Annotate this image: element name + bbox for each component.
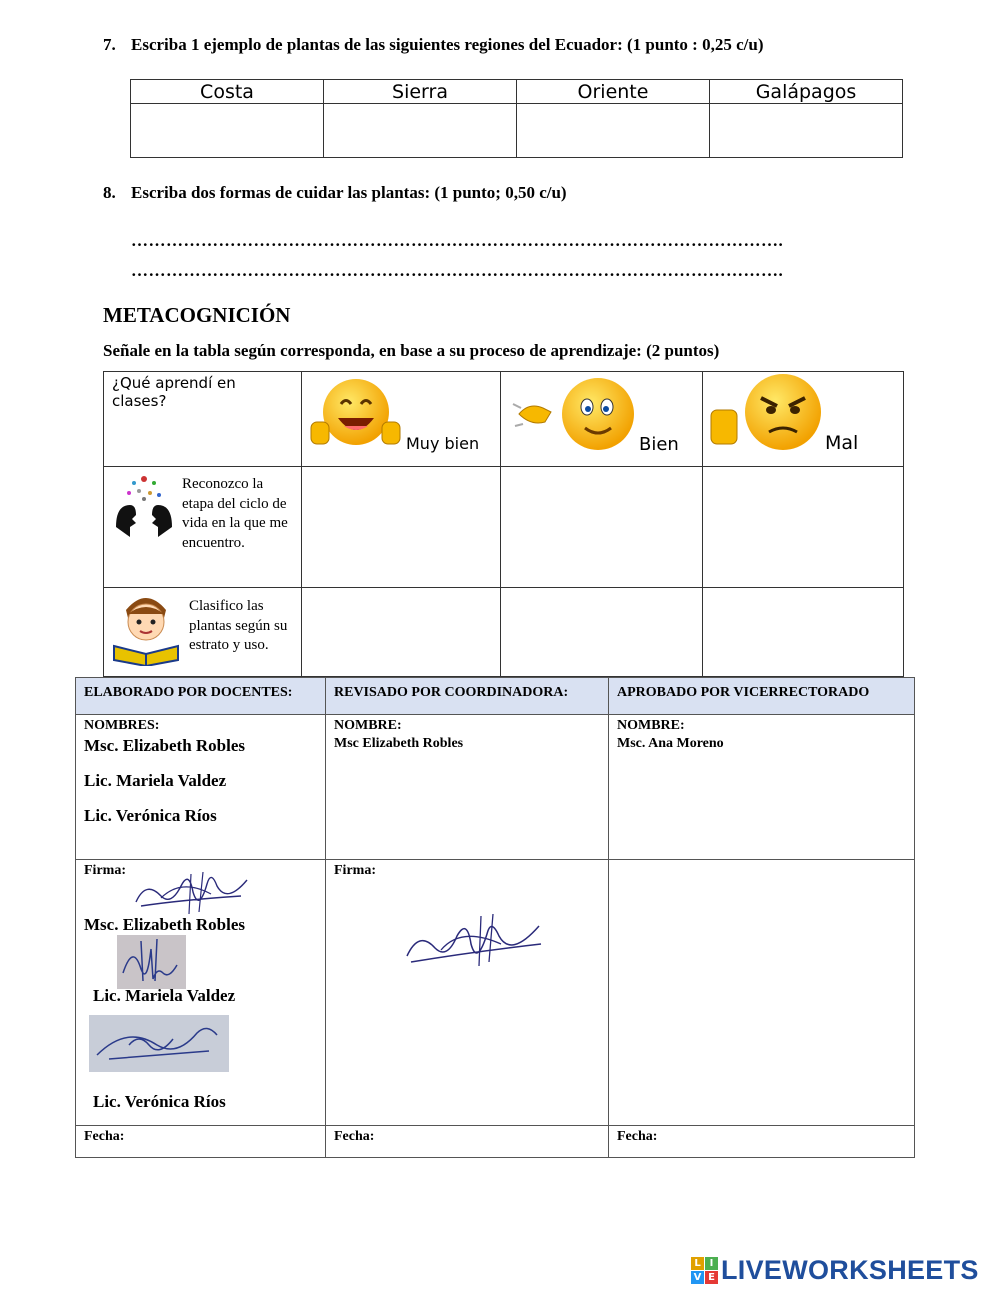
date-label: Fecha: [617,1129,658,1144]
question-7 [103,35,903,57]
check-cell-bien[interactable] [501,588,703,677]
header-elaborado: ELABORADO POR DOCENTES: [76,678,326,715]
check-cell-bien[interactable] [501,467,703,588]
region-header: Costa [131,80,324,104]
teacher-name: Msc. Elizabeth Robles [84,736,246,755]
instruction-text: Señale en la tabla según corresponda, en base a su proceso de aprendizaje: (2 puntos) [103,341,720,360]
teacher-name: Lic. Mariela Valdez [84,771,227,790]
question-text: Escriba 1 ejemplo de plantas de las siguientes regiones del Ecuador: (1 punto : 0,25 c/u) [131,35,764,54]
thinking-heads-icon [114,469,174,539]
check-cell-mal[interactable] [703,467,904,588]
liveworksheets-logo [691,1255,991,1285]
vicerrector-name: Msc. Ana Moreno [617,736,724,751]
rating-label: Bien [639,434,679,455]
signature-label: Firma: [84,863,126,878]
region-header: Galápagos [710,80,903,104]
laughing-thumbs-up-icon [308,374,403,454]
header-revisado: REVISADO POR COORDINADORA: [326,678,609,715]
name-label: NOMBRE: [617,718,685,733]
names-label: NOMBRES: [84,718,160,733]
signature-image [89,1015,229,1072]
signer-name: Msc. Elizabeth Robles [84,915,246,934]
question-number: 7. [103,35,116,54]
answer-cell-costa[interactable] [131,104,324,158]
learning-statement: Reconozco la etapa del ciclo de vida en la que me encuentro. [182,476,288,551]
answer-cell-oriente[interactable] [517,104,710,158]
metacognition-table [103,371,904,677]
teacher-name: Lic. Verónica Ríos [84,806,217,825]
header-aprobado: APROBADO POR VICERRECTORADO [609,678,915,715]
angry-thumbs-down-icon [709,372,824,454]
table-header: ¿Qué aprendí en clases? [112,374,236,410]
date-label: Fecha: [84,1129,125,1144]
signature-label: Firma: [334,863,376,878]
rating-label: Muy bien [406,434,480,453]
section-title: METACOGNICIÓN [103,303,291,327]
signer-name: Lic. Mariela Valdez [93,986,236,1005]
question-number: 8. [103,183,116,202]
check-cell-muy-bien[interactable] [302,588,501,677]
signer-name: Lic. Verónica Ríos [93,1092,226,1111]
signature-image [131,870,256,920]
regions-table [130,79,903,158]
signature-image [401,910,551,980]
question-8 [103,183,903,205]
date-label: Fecha: [334,1129,375,1144]
check-cell-mal[interactable] [703,588,904,677]
reading-boy-icon [110,588,182,666]
question-text: Escriba dos formas de cuidar las plantas: (1 punto; 0,50 c/u) [131,183,567,202]
name-label: NOMBRE: [334,718,402,733]
answer-line-1[interactable]: …………………………………………………………………………………………………. [131,231,784,250]
check-cell-muy-bien[interactable] [302,467,501,588]
answer-line-2[interactable]: …………………………………………………………………………………………………. [131,261,784,280]
logo-badge: L I V E [691,1257,719,1285]
approval-table [75,677,915,1158]
rating-label: Mal [825,432,859,454]
region-header: Sierra [324,80,517,104]
logo-text: LIVEWORKSHEETS [721,1255,979,1285]
answer-cell-sierra[interactable] [324,104,517,158]
smiling-wave-icon [511,374,636,454]
approval-signature-cell [609,860,915,1126]
signature-image [117,935,186,989]
answer-cell-galapagos[interactable] [710,104,903,158]
region-header: Oriente [517,80,710,104]
learning-statement: Clasifico las plantas según su estrato y uso. [189,598,288,653]
coordinator-name: Msc Elizabeth Robles [334,736,464,751]
